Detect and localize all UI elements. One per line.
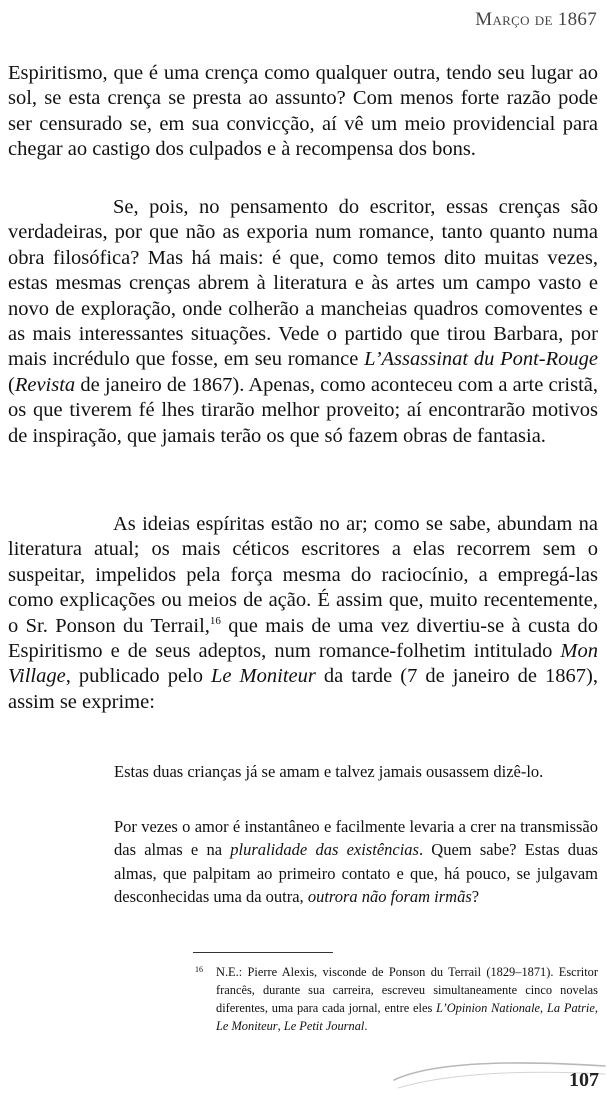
emphasis-italic: outrora não foram irmãs (307, 886, 472, 906)
page-number: 107 (569, 1069, 599, 1091)
footnote-divider (193, 952, 333, 953)
journal-title-italic: Revista (14, 373, 76, 396)
text-run: As ideias espíritas estão no ar; como se sabe, abundam na literatura atual; os mais céticos escritores a elas recorrem sem o suspeitar, impelidos pela força mesma do raciocínio, a empregá-las como explicações ou meios de ação. É assim que, muito recentemente, o Sr. Ponson du Terrail, (8, 513, 598, 637)
running-header: Março de 1867 (475, 9, 597, 30)
text-run: N.E.: Pierre Alexis, visconde de Ponson du Terrail (1829–1871). Escritor francês, durante sua carreira, escreveu simultaneamente cinco novelas diferentes, uma para cada jornal, entre eles (216, 965, 598, 1015)
text-run: de janeiro de 1867). Apenas, como aconteceu com a arte cristã, os que tiverem fé lhes tirarão melhor proveito; aí encontrarão motivos de inspiração, que jamais terão os que só fazem obras de fantasia. (8, 373, 598, 447)
text-run: que mais de uma vez divertiu-se à custa do Espiritismo e de seus adeptos, num romance-folhetim intitulado (8, 614, 598, 663)
text-run: , (277, 1019, 284, 1033)
block-quote-1 (114, 760, 598, 783)
block-quote-2 (114, 815, 598, 908)
footnote-text (216, 963, 598, 1035)
body-paragraph-1 (8, 61, 598, 163)
text-run: Se, pois, no pensamento do escritor, essas crenças são verdadeiras, por que não as exporia num romance, tanto quanto numa obra filosófica? Mas há mais: é que, como temos dito muitas vezes, estas mesmas crenças abrem à literatura e às artes um campo vasto e novo de exploração, onde colherão a mancheias quadros comoventes e as mais interessantes situações. Vede o partido que tirou Barbara, por mais incrédulo que fosse, em seu romance (8, 196, 598, 371)
text-run: . Quem sabe? Estas duas almas, que palpitam ao primeiro contato e que, há pouco, se julgavam desconhecidas uma da outra, (114, 840, 598, 906)
text-run: , publicado pelo (65, 665, 212, 688)
book-title-italic: Mon Village (8, 640, 598, 688)
body-paragraph-2 (8, 195, 598, 449)
quote-text: Estas duas crianças já se amam e talvez jamais ousassem dizê-lo. (114, 762, 544, 781)
newspaper-title-italic: La Patrie (546, 1001, 595, 1015)
footnote (193, 963, 598, 1035)
newspaper-title-italic: Le Petit Journal (283, 1019, 365, 1033)
text-run: ( (8, 373, 15, 396)
footnote-reference: 16 (209, 614, 221, 627)
footnote-number: 16 (195, 965, 203, 974)
newspaper-title-italic: Le Moniteur (216, 1019, 278, 1033)
body-paragraph-3 (8, 512, 598, 715)
newspaper-title-italic: L’Opinion Nationale (436, 1001, 541, 1015)
text-run: ? (471, 886, 480, 906)
newspaper-title-italic: Le Moniteur (211, 665, 316, 688)
text-run: , (540, 1001, 547, 1015)
paragraph-text (8, 512, 598, 715)
book-title-italic: L’Assassinat du Pont-Rouge (364, 348, 598, 371)
quote-text (114, 815, 598, 908)
emphasis-italic: pluralidade das existências (230, 840, 419, 860)
text-run: . (364, 1019, 368, 1033)
paragraph-text: Espiritismo, que é uma crença como qualquer outra, tendo seu lugar ao sol, se esta crença se presta ao assunto? Com menos forte razão pode ser censurado se, em sua convicção, aí vê um meio providencial para chegar ao castigo dos culpados e à recompensa dos bons. (8, 62, 598, 161)
paragraph-text (8, 195, 598, 449)
text-run: , (594, 1001, 598, 1015)
text-run: Por vezes o amor é instantâneo e facilmente levaria a crer na transmissão das almas e na (114, 817, 598, 860)
text-run: da tarde (7 de janeiro de 1867), assim se exprime: (8, 665, 598, 713)
